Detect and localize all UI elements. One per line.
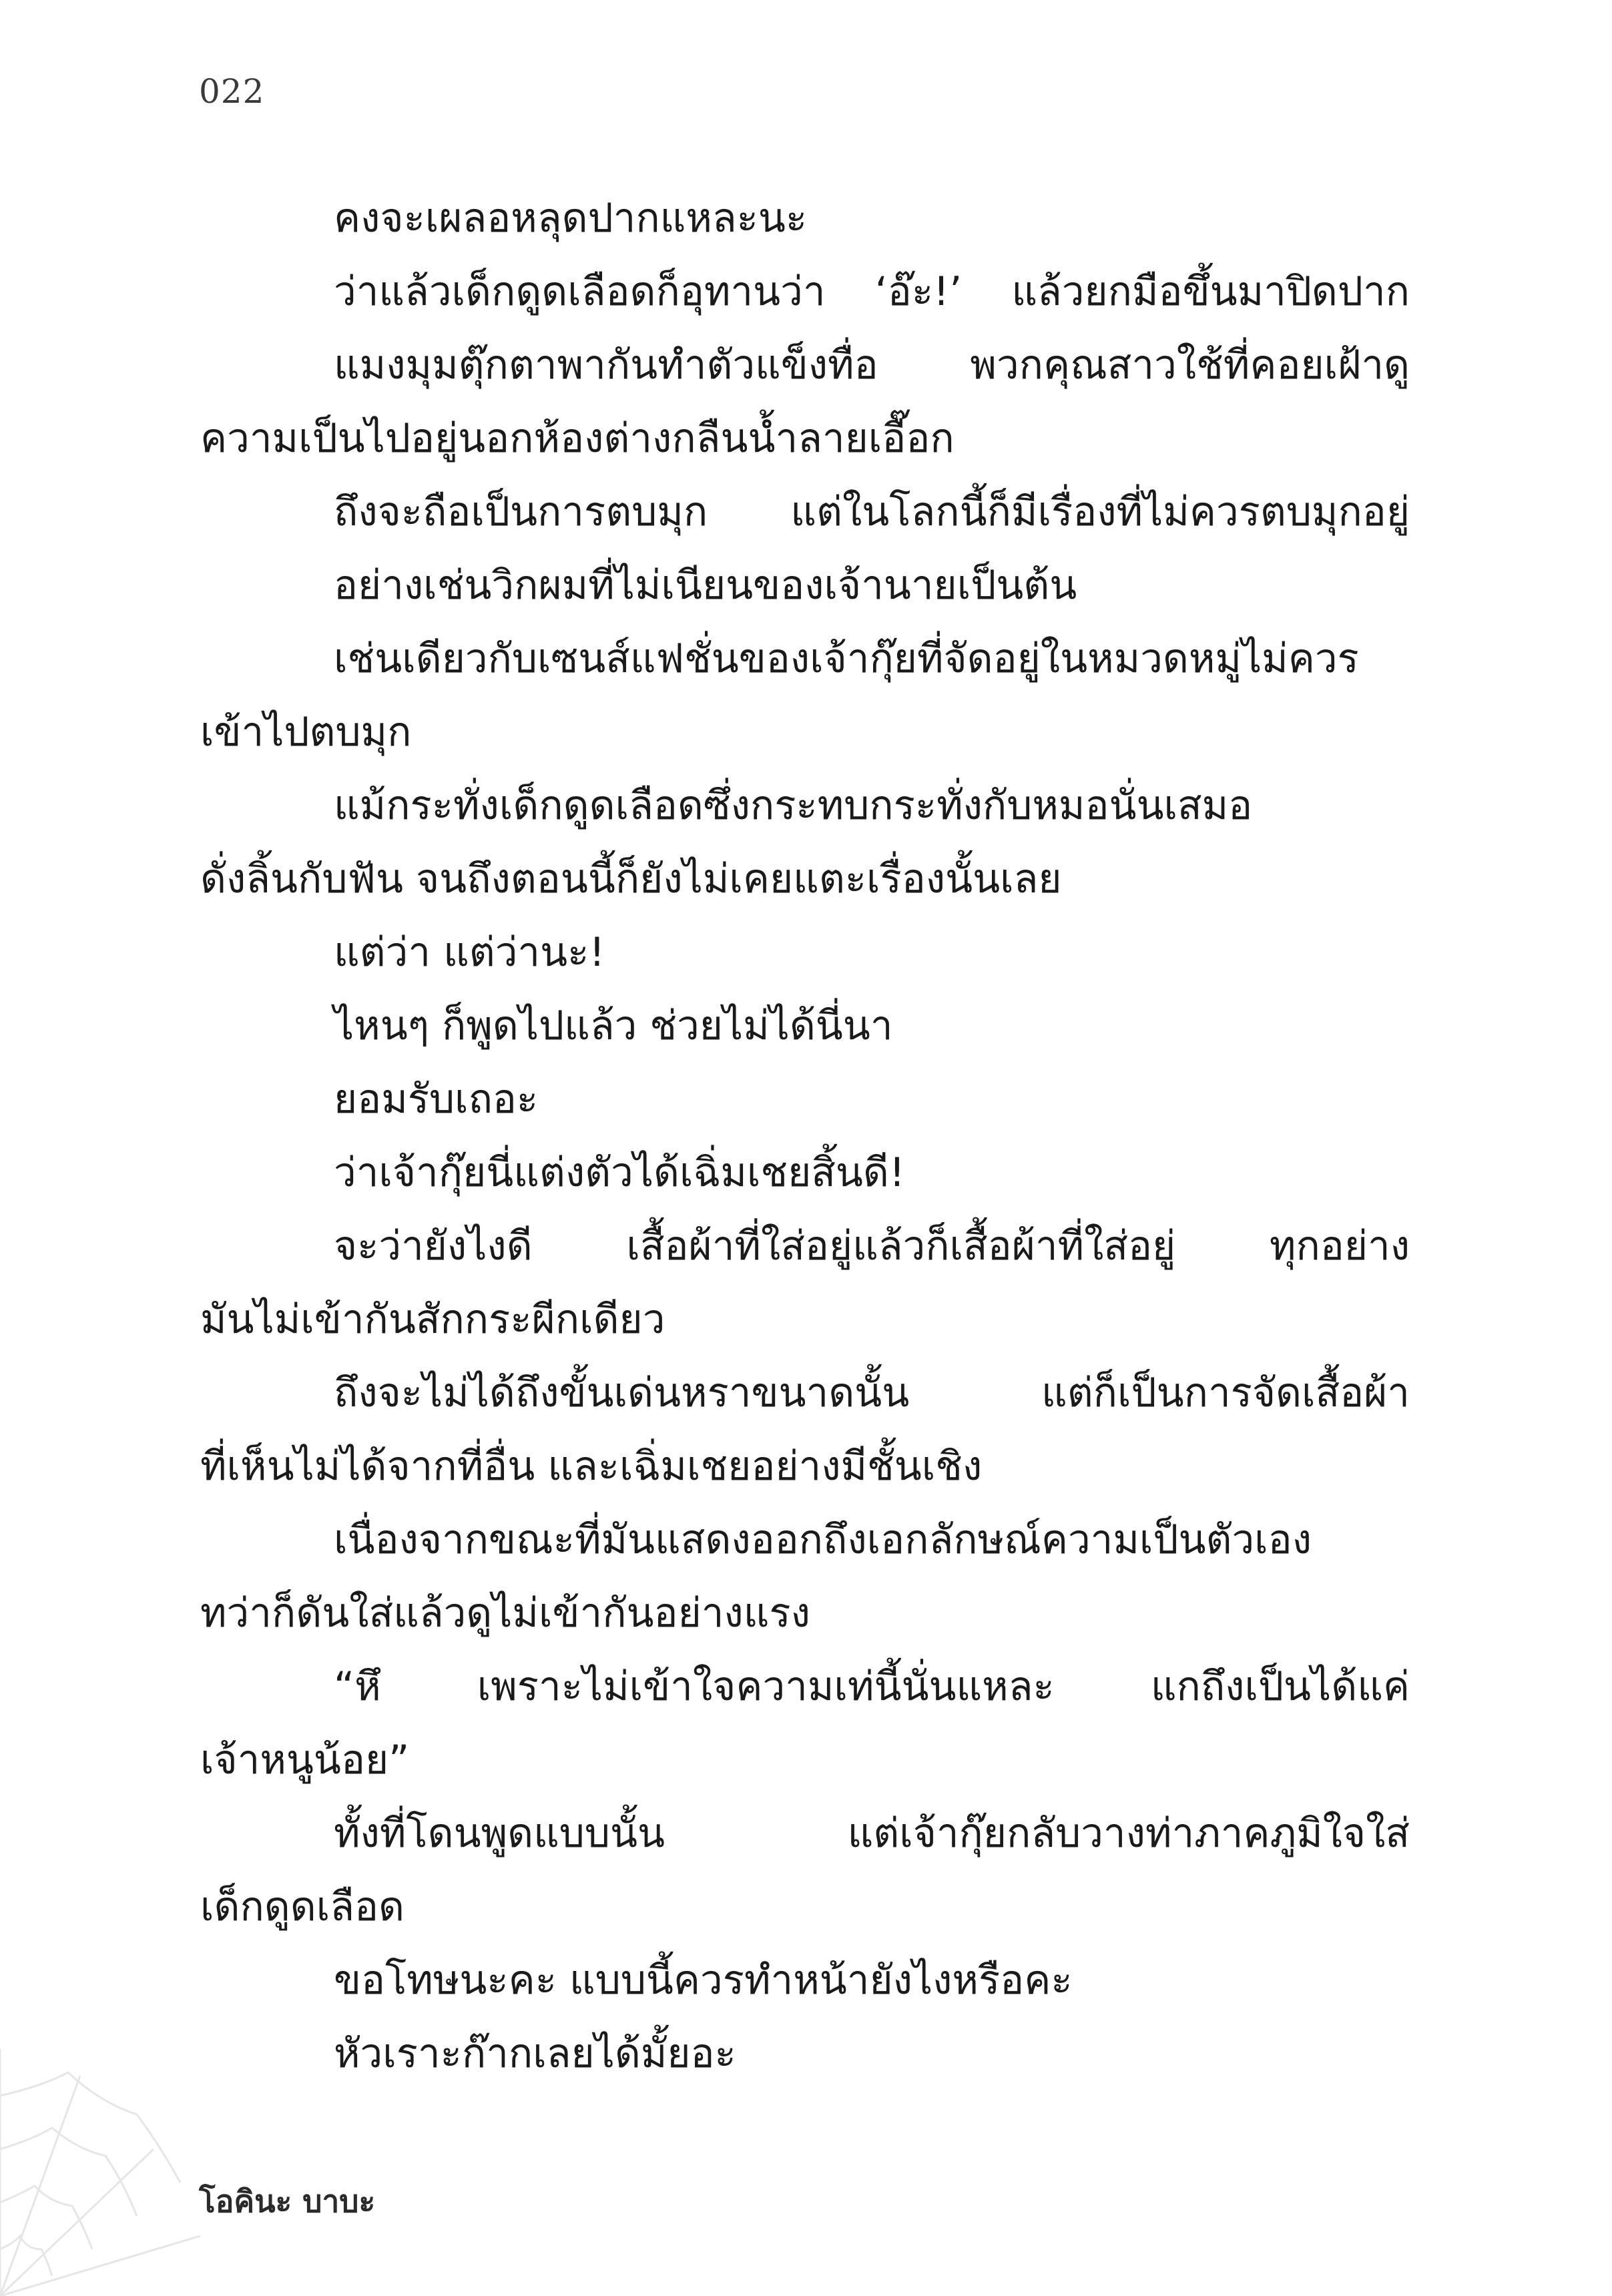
text-line: แมงมุมตุ๊กตาพากันทำตัวแข็งทื่อ พวกคุณสาวใช้ที่คอยเฝ้าดู [334,342,1410,388]
text-line: ที่เห็นไม่ได้จากที่อื่น และเฉิ่มเชยอย่างมีชั้นเชิง [200,1443,983,1490]
text-line: แม้กระทั่งเด็กดูดเลือดซึ่งกระทบกระทั่งกับหมอนั่นเสมอ [334,782,1253,829]
text-line: เด็กดูดเลือด [200,1884,405,1930]
text-line: ไหนๆ ก็พูดไปแล้ว ช่วยไม่ได้นี่นา [334,1002,893,1049]
text-line: ยอมรับเถอะ [334,1076,539,1123]
text-line: เช่นเดียวกับเซนส์แฟชั่นของเจ้ากุ๊ยที่จัดอยู่ในหมวดหมู่ไม่ควร [334,635,1359,682]
text-line: ว่าเจ้ากุ๊ยนี่แต่งตัวได้เฉิ่มเชยสิ้นดี! [334,1149,905,1196]
cobweb-icon [0,2049,200,2296]
text-line: ถึงจะถือเป็นการตบมุก แต่ในโลกนี้ก็มีเรื่องที่ไม่ควรตบมุกอยู่ [334,489,1410,535]
footer-title: โอคินะ บาบะ [199,2183,376,2219]
text-line: ขอโทษนะคะ แบบนี้ควรทำหน้ายังไงหรือคะ [334,1957,1073,2004]
body-text [200,182,1410,2090]
text-line: จะว่ายังไงดี เสื้อผ้าที่ใส่อยู่แล้วก็เสื้อผ้าที่ใส่อยู่ ทุกอย่าง [334,1223,1410,1269]
text-line: เนื่องจากขณะที่มันแสดงออกถึงเอกลักษณ์ความเป็นตัวเอง [334,1516,1312,1563]
text-line: หัวเราะก๊ากเลยได้มั้ยอะ [334,2030,736,2077]
page-number: 022 [199,72,265,111]
text-line: อย่างเช่นวิกผมที่ไม่เนียนของเจ้านายเป็นต้น [334,562,1077,609]
text-line: แต่ว่า แต่ว่านะ! [334,929,605,976]
text-line: ดั่งลิ้นกับฟัน จนถึงตอนนี้ก็ยังไม่เคยแตะเรื่องนั้นเลย [200,856,1062,902]
text-line: เจ้าหนูน้อย” [200,1737,410,1783]
text-line: เข้าไปตบมุก [200,709,412,756]
text-line: ทว่าก็ดันใส่แล้วดูไม่เข้ากันอย่างแรง [200,1590,810,1637]
text-line: คงจะเผลอหลุดปากแหละนะ [334,195,808,242]
text-line: ทั้งที่โดนพูดแบบนั้น แต่เจ้ากุ๊ยกลับวางท่าภาคภูมิใจใส่ [334,1810,1410,1857]
text-line: มันไม่เข้ากันสักกระผีกเดียว [200,1296,665,1343]
text-line: ความเป็นไปอยู่นอกห้องต่างกลืนน้ำลายเอื๊อก [200,415,955,462]
text-line: ถึงจะไม่ได้ถึงขั้นเด่นหราขนาดนั้น แต่ก็เป็นการจัดเสื้อผ้า [334,1370,1410,1416]
text-line: ว่าแล้วเด็กดูดเลือดก็อุทานว่า ‘อ๊ะ!’ แล้วยกมือขึ้นมาปิดปาก [334,268,1410,315]
text-line: “หึ เพราะไม่เข้าใจความเท่นี้นั่นแหละ แกถึงเป็นได้แค่ [334,1663,1410,1710]
